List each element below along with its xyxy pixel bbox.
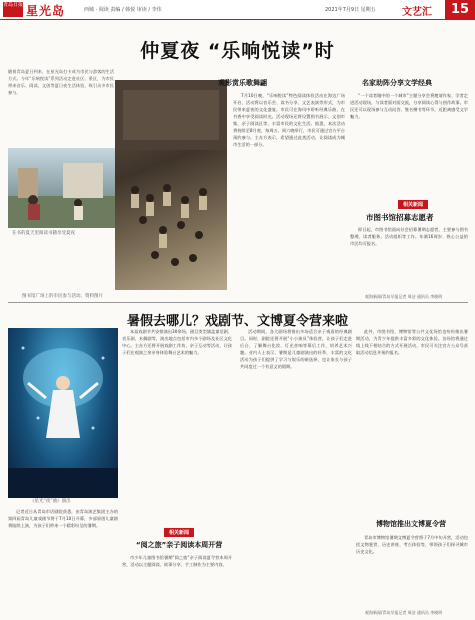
article-body: 活动期间，各大剧场将推出多场适合亲子观看的经典剧目。同时，剧院还将开展“小小演员”体验营，让孩子们走进后台，了解舞台化妆、灯光音响等幕后工作，培养艺术兴趣。业内人士表示，暑期是儿童剧演出的旺季，丰富的文化活动为孩子们提供了学习与娱乐的新选择，也让家长与孩子共同度过一个有意义的假期。 [240,329,352,369]
byline: 观海新闻/青岛早报记者 周洁 通讯员 李晓明 [365,610,443,615]
headline-main: 仲夏夜 “乐响悦读”时 [140,40,335,62]
performance-photo [8,328,118,498]
article-subheading: 名家助阵分享文学经典 [362,79,432,87]
article-body: 本届戏剧节共安排演出30余场，剧目类型涵盖童话剧、音乐剧、木偶剧等，演出地点包括市内多个剧场及社区文化中心。主办方还将开展戏剧工作坊、亲子互动等活动，让孩子们在观演之余亲身体验舞台艺术的魅力。 [122,329,232,355]
article-body: 青岛市博物馆暑期文博夏令营将于7月中旬开营，活动包括文物鉴赏、历史讲座、考古体验等，带领孩子们探寻城市历史文化。 [356,535,468,554]
photo-caption: 在书的夏天里阅读书籍享受夏夜 [12,231,75,236]
edition-name: 文艺汇 [402,7,432,18]
article-body: 此外，市图书馆、博物馆等公共文化场馆也纷纷推出暑期活动，为青少年提供丰富多彩的文化体验。各场馆将通过线上线下相结合的方式开展活动，市民可关注官方公众号获取活动信息并预约报名。 [356,329,468,355]
reading-photo [8,148,116,228]
article-body: “一个读者眼中的一个城市”主题分享会将邀请作家、学者走进活动现场，与读者面对面交流，分享阅读心得与创作故事。市民还可以现场参与互动问答、签名赠书等环节，近距离感受文学魅力。 [350,93,468,119]
header-subline: 西城 · 阅读 责编 / 韩悦 审读 / 李伟 [84,7,162,13]
header-divider [0,19,475,20]
news-subheading: 博物馆推出文博夏令营 [376,520,446,528]
news-subheading: “阅之旅”亲子阅读本周开营 [136,541,223,549]
intro-text: 随着青岛夏日到来，在星光岛打卡成为市民与游客的生活方式。今年“乐响悦读”系列活动走进社区、景区，为市民带来音乐、阅读、文创等夏日夜生活体验，吸引众多市民参与。 [8,69,114,95]
related-news-tag: 相关新闻 [164,528,194,537]
plaza-photo-art [115,80,227,290]
article-body: 7月10日晚，“乐响悦读”特色阅读体验活动在海边广场开启，活动将以音乐会、读书分享、文艺表演等形式，为市民带来夏夜的文化盛宴。市民可在海风中聆听经典乐曲，在书香中享受阅读时光。活动现场还将设置图书展示、文创市集、亲子阅读区等，丰富市民的文化生活。据悉，本次活动将持续至8月底，每周五、周六晚举行，市民可通过官方平台预约参与。主办方表示，希望通过此类活动，让阅读成为城市生活的一部分。 [233,93,345,147]
related-news-tag: 相关新闻 [398,200,428,209]
headline-secondary: 暑假去哪儿？戏剧节、文博夏令营来啦 [126,314,348,329]
photo-caption: 图书馆广场上的市民参与活动。资料图片 [22,294,103,299]
section-divider [8,302,468,303]
header-date: 2021年7月9日 星期五 [325,7,376,13]
page-number: 15 [445,0,475,20]
news-subheading: 市图书馆招募志愿者 [366,213,434,222]
article-body: 市少年儿童图书馆暑期“阅之旅”亲子阅读夏令营本周开营，活动以主题阅读、故事分享、手工制作为主要内容。 [122,555,232,567]
article-subheading: 观影赏乐歌舞翩 [218,79,267,87]
article-body: 记者近日从青岛市话剧院获悉，由青岛演艺集团主办的第四届青岛儿童戏剧节将于7月10日开幕，多部原创儿童剧将陆续上演，为孩子们带来一个精彩纷呈的暑期。 [8,509,118,528]
plaza-photo [115,80,227,290]
section-title: 星光岛 [26,4,66,18]
reading-photo-art [8,148,116,228]
article-body: 即日起，市图书馆面向社会招募暑期志愿者，主要参与图书整理、读者服务、活动组织等工作。年满16周岁、热心公益的市民均可报名。 [350,227,468,246]
newspaper-logo: 青岛日报 [3,2,23,17]
photo-caption: 《星光“夜”曲》演出 [30,499,71,504]
byline: 观海新闻/青岛早报记者 周洁 通讯员 李晓明 [365,294,443,299]
performance-photo-art [8,328,118,498]
